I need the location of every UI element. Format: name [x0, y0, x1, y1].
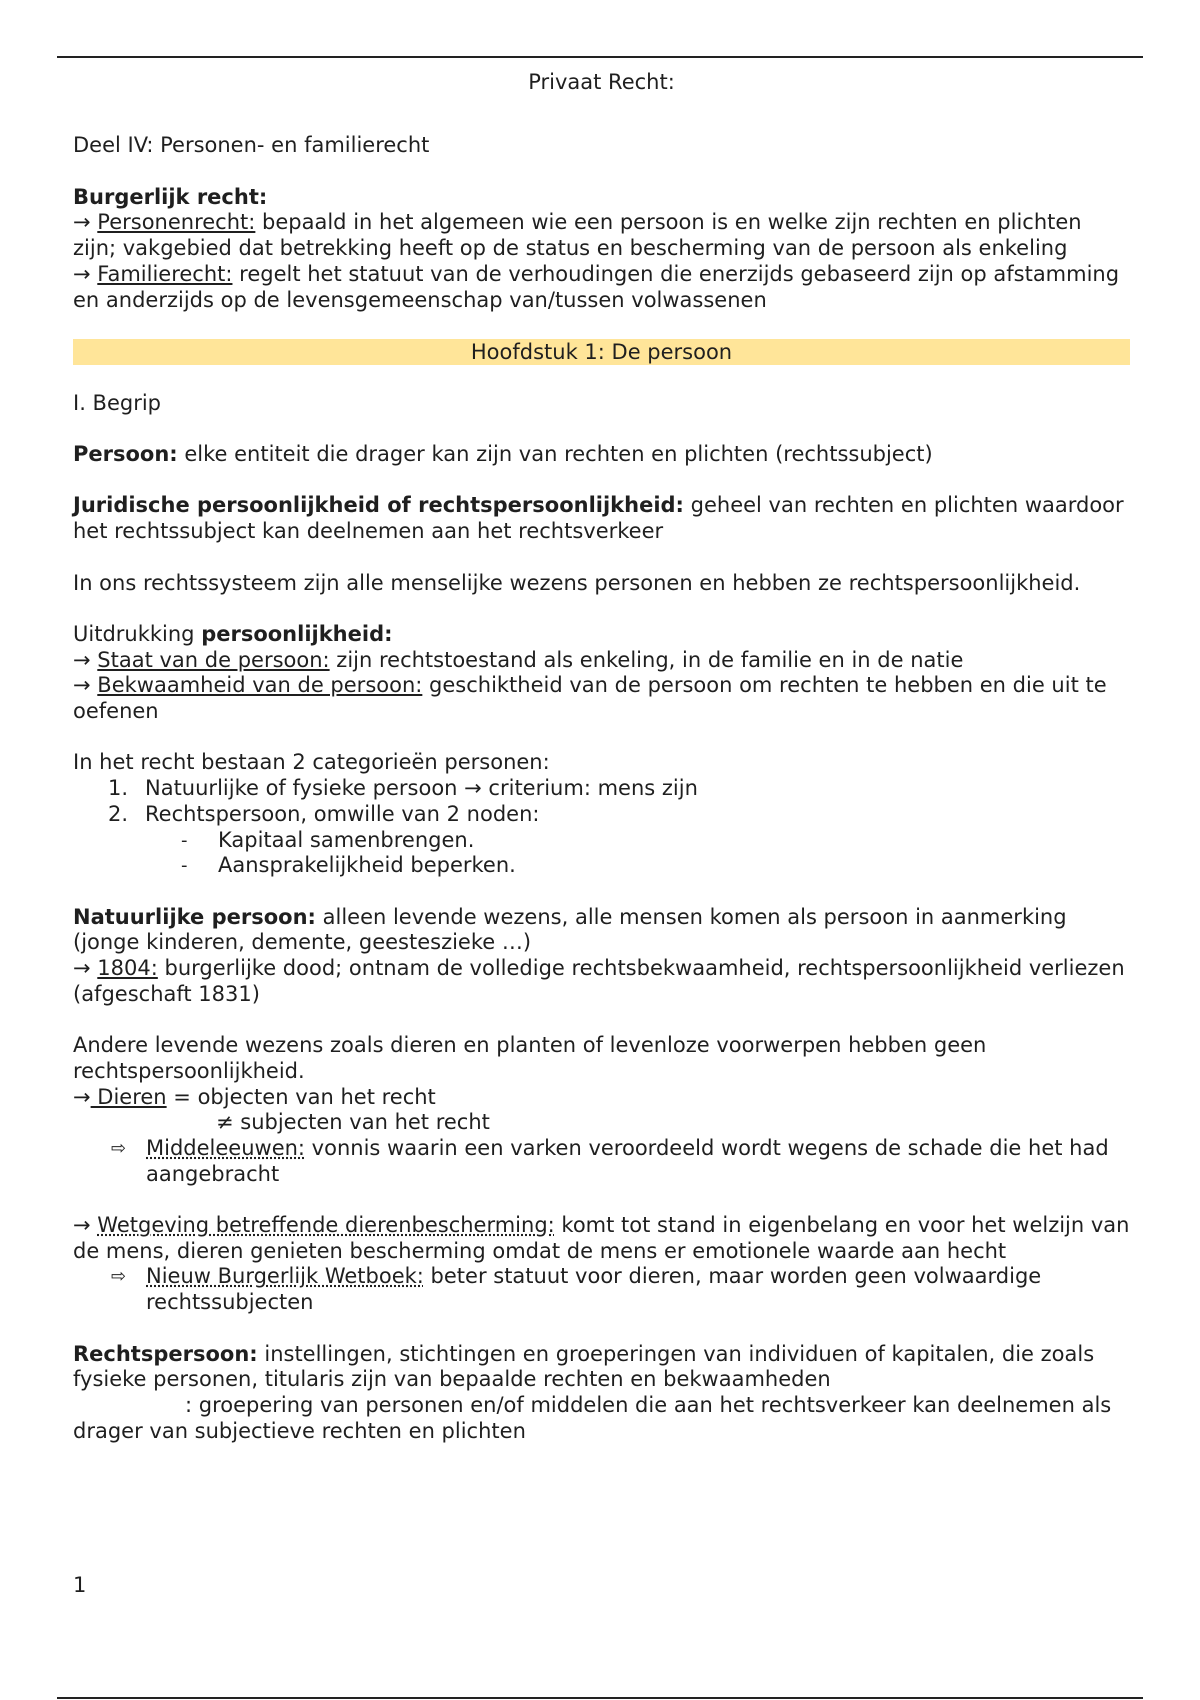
personenrecht-term: Personenrecht: — [97, 210, 256, 235]
dash-bullet-icon: - — [181, 855, 188, 877]
staat-definition: → Staat van de persoon: zijn rechtstoestand als enkeling, in de familie en in de natie — [73, 647, 964, 672]
persoon-definition: Persoon: elke entiteit die drager kan zijn van rechten en plichten (rechtssubject) — [73, 442, 933, 467]
year-term: 1804: — [97, 956, 158, 981]
staat-term: Staat van de persoon: — [97, 647, 330, 672]
arrow-right-icon: → — [73, 1084, 91, 1109]
nbw-note: ⇨ Nieuw Burgerlijk Wetboek: beter statuut voor dieren, maar worden geen volwaardige rechtssubjecten — [111, 1264, 1042, 1315]
arrow-right-icon: → — [73, 261, 91, 286]
categorieen-list — [73, 776, 1130, 827]
burgerlijk-heading: Burgerlijk recht: — [73, 184, 268, 209]
natuurlijke-persoon-definition: Natuurlijke persoon: alleen levende wezens, alle mensen komen als persoon in aanmerking (jonge kinderen, demente, geesteszieke …) — [73, 904, 1067, 955]
middeleeuwen-term: Middeleeuwen: — [146, 1135, 305, 1160]
list-item: - Kapitaal samenbrengen. — [181, 827, 475, 852]
page-header-title: Privaat Recht: — [528, 70, 675, 94]
noden-list — [73, 828, 1130, 879]
outline-arrow-icon: ⇨ — [111, 1137, 127, 1159]
chapter-heading: Hoofdstuk 1: De persoon — [73, 339, 1130, 365]
rechtspersoon-colon-definition: : groepering van personen en/of middelen die aan het rechtsverkeer kan deelnemen als drager van subjectieve rechten en plichten — [73, 1392, 1112, 1443]
arrow-right-icon: → — [73, 673, 91, 698]
arrow-right-icon: → — [73, 956, 91, 981]
arrow-right-icon: → — [73, 210, 91, 235]
outline-arrow-icon: ⇨ — [111, 1266, 127, 1288]
document-page — [73, 70, 1130, 1444]
bekwaamheid-definition: → Bekwaamheid van de persoon: geschiktheid van de persoon om rechten te hebben en die uit te oefenen — [73, 673, 1107, 724]
nbw-term: Nieuw Burgerlijk Wetboek: — [146, 1264, 424, 1289]
uitdrukking-heading: Uitdrukking persoonlijkheid: — [73, 621, 393, 646]
rechtspersoonlijkheid-definition: Juridische persoonlijkheid of rechtspersoonlijkheid: geheel van rechten en plichten waardoor het rechtssubject kan deelnemen aan het rechtsverkeer — [73, 493, 1124, 544]
list-item: 1. Natuurlijke of fysieke persoon → criterium: mens zijn — [108, 776, 698, 801]
header-rule — [57, 56, 1143, 58]
part-title: Deel IV: Personen- en familierecht — [73, 133, 430, 158]
arrow-right-icon: → — [73, 647, 91, 672]
footer-rule — [57, 1697, 1143, 1699]
page-number: 1 — [73, 1573, 87, 1597]
wetgeving-term: Wetgeving betreffende dierenbescherming: — [97, 1213, 555, 1238]
arrow-right-icon: → — [73, 1213, 91, 1238]
dieren-intro: Andere levende wezens zoals dieren en planten of levenloze voorwerpen hebben geen rechtspersoonlijkheid. — [73, 1033, 987, 1083]
rechtspersoon-definition: Rechtspersoon: instellingen, stichtingen en groeperingen van individuen of kapitalen, die zoals fysieke personen, titularis zijn van bepaalde rechten en bekwaamheden — [73, 1341, 1095, 1392]
list-item: - Aansprakelijkheid beperken. — [181, 853, 516, 878]
dieren-subjecten: ≠ subjecten van het recht — [216, 1110, 490, 1135]
familierecht-term: Familierecht: — [97, 261, 233, 286]
burgerlijke-dood-note: → 1804: burgerlijke dood; ontnam de volledige rechtsbekwaamheid, rechtspersoonlijkheid verliezen (afgeschaft 1831) — [73, 956, 1125, 1006]
dash-bullet-icon: - — [181, 829, 188, 851]
familierecht-definition: → Familierecht: regelt het statuut van de verhoudingen die enerzijds gebaseerd zijn op afstamming en anderzijds op de levensgemeenschap van/tussen volwassenen — [73, 261, 1120, 312]
wetgeving-note: → Wetgeving betreffende dierenbescherming: komt tot stand in eigenbelang en voor het welzijn van de mens, dieren genieten bescherming omdat de mens er emotionele waarde aan hecht — [73, 1213, 1130, 1263]
list-item: 2. Rechtspersoon, omwille van 2 noden: — [108, 801, 540, 826]
rechtssysteem-paragraph: In ons rechtssysteem zijn alle menselijke wezens personen en hebben ze rechtspersoonlijkheid. — [73, 570, 1081, 595]
dieren-term: Dieren — [90, 1084, 167, 1109]
middeleeuwen-note: ⇨ Middeleeuwen: vonnis waarin een varken veroordeeld wordt wegens de schade die het had aangebracht — [111, 1135, 1109, 1186]
section-heading: I. Begrip — [73, 390, 161, 415]
categorieen-intro: In het recht bestaan 2 categorieën personen: — [73, 750, 550, 775]
dieren-objecten: → Dieren = objecten van het recht — [73, 1084, 436, 1109]
personenrecht-definition: → Personenrecht: bepaald in het algemeen wie een persoon is en welke zijn rechten en plichten zijn; vakgebied dat betrekking heeft op de status en bescherming van de persoon als enkeling — [73, 210, 1082, 261]
bekwaamheid-term: Bekwaamheid van de persoon: — [97, 673, 423, 698]
